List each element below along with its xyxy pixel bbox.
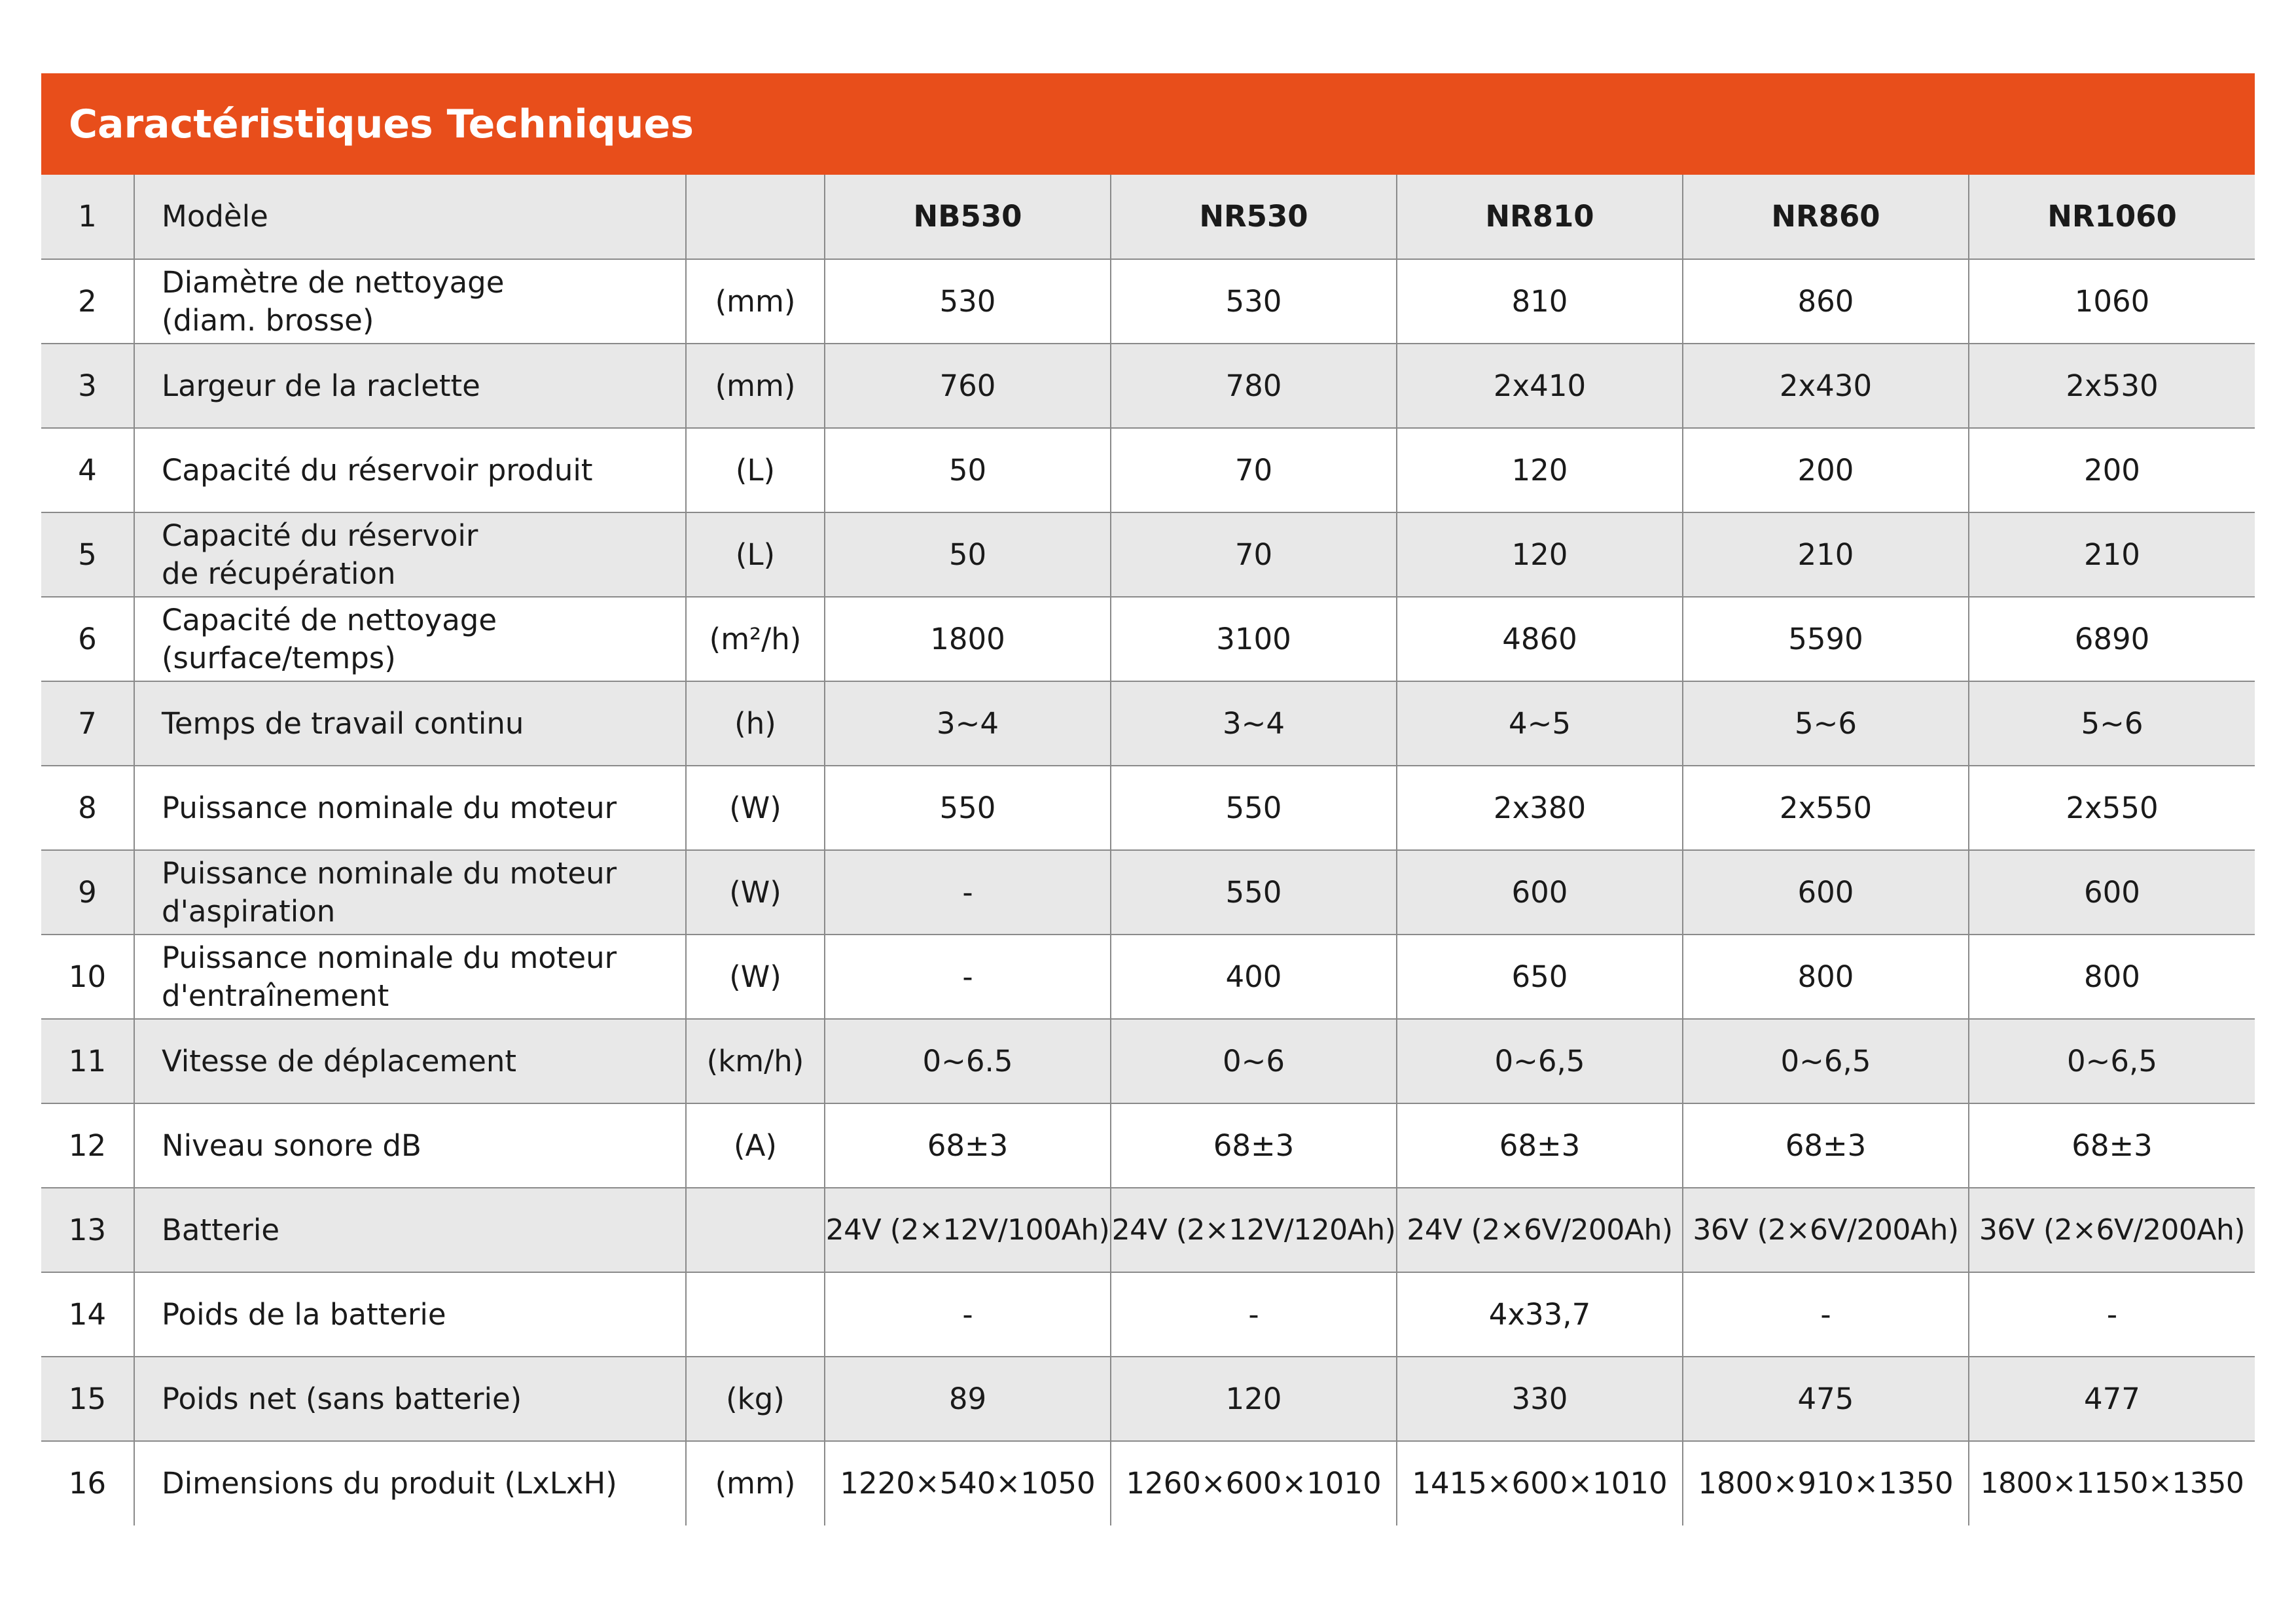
table-row bbox=[41, 1357, 2255, 1441]
spec-sheet bbox=[41, 73, 2255, 1525]
spec-value: 650 bbox=[1397, 935, 1683, 1019]
spec-value: - bbox=[825, 850, 1111, 935]
table-row bbox=[41, 344, 2255, 428]
table-row bbox=[41, 850, 2255, 935]
row-label bbox=[134, 597, 686, 681]
row-number: 8 bbox=[41, 766, 134, 850]
spec-value: 400 bbox=[1111, 935, 1397, 1019]
spec-value: 210 bbox=[1683, 512, 1969, 597]
row-number: 2 bbox=[41, 259, 134, 344]
row-label bbox=[134, 1103, 686, 1188]
row-number: 15 bbox=[41, 1357, 134, 1441]
row-unit: (m²/h) bbox=[686, 597, 825, 681]
table-row bbox=[41, 428, 2255, 512]
row-label-line: Batterie bbox=[162, 1212, 280, 1247]
spec-value: - bbox=[1969, 1272, 2255, 1357]
spec-value: 1800 bbox=[825, 597, 1111, 681]
spec-value: 70 bbox=[1111, 428, 1397, 512]
row-number: 6 bbox=[41, 597, 134, 681]
row-label bbox=[134, 1272, 686, 1357]
spec-value: 2x530 bbox=[1969, 344, 2255, 428]
spec-value: 477 bbox=[1969, 1357, 2255, 1441]
spec-value: 24V (2×12V/100Ah) bbox=[825, 1188, 1111, 1272]
table-row bbox=[41, 1441, 2255, 1525]
spec-value: 50 bbox=[825, 428, 1111, 512]
spec-value: 760 bbox=[825, 344, 1111, 428]
spec-value: 120 bbox=[1111, 1357, 1397, 1441]
row-label-line: Niveau sonore dB bbox=[162, 1128, 422, 1163]
spec-value: 0~6.5 bbox=[825, 1019, 1111, 1103]
table-row bbox=[41, 597, 2255, 681]
row-unit: (L) bbox=[686, 512, 825, 597]
title-bar bbox=[41, 73, 2255, 175]
row-label bbox=[134, 1019, 686, 1103]
spec-value: 1800×1150×1350 bbox=[1969, 1441, 2255, 1525]
row-label-line: Vitesse de déplacement bbox=[162, 1043, 517, 1079]
row-number: 3 bbox=[41, 344, 134, 428]
row-number: 11 bbox=[41, 1019, 134, 1103]
spec-value: 3~4 bbox=[825, 681, 1111, 766]
spec-value: 2x380 bbox=[1397, 766, 1683, 850]
spec-value: 36V (2×6V/200Ah) bbox=[1969, 1188, 2255, 1272]
row-unit: (km/h) bbox=[686, 1019, 825, 1103]
table-row bbox=[41, 935, 2255, 1019]
table-row bbox=[41, 1103, 2255, 1188]
spec-value: 1415×600×1010 bbox=[1397, 1441, 1683, 1525]
row-number: 1 bbox=[41, 175, 134, 259]
spec-value: 530 bbox=[825, 259, 1111, 344]
row-label-line: (diam. brosse) bbox=[162, 302, 374, 338]
row-label-line: d'entraînement bbox=[162, 978, 389, 1013]
row-unit: (W) bbox=[686, 850, 825, 935]
row-number: 13 bbox=[41, 1188, 134, 1272]
row-unit bbox=[686, 175, 825, 259]
row-unit bbox=[686, 1188, 825, 1272]
row-number: 16 bbox=[41, 1441, 134, 1525]
row-unit: (L) bbox=[686, 428, 825, 512]
spec-value: - bbox=[825, 935, 1111, 1019]
row-label bbox=[134, 428, 686, 512]
spec-value: 3~4 bbox=[1111, 681, 1397, 766]
row-number: 9 bbox=[41, 850, 134, 935]
spec-value: 550 bbox=[1111, 766, 1397, 850]
spec-value: 330 bbox=[1397, 1357, 1683, 1441]
row-label bbox=[134, 766, 686, 850]
spec-value: 600 bbox=[1969, 850, 2255, 935]
spec-value: 550 bbox=[1111, 850, 1397, 935]
row-unit: (W) bbox=[686, 935, 825, 1019]
row-number: 10 bbox=[41, 935, 134, 1019]
row-label bbox=[134, 1441, 686, 1525]
row-number: 14 bbox=[41, 1272, 134, 1357]
spec-value: 600 bbox=[1397, 850, 1683, 935]
spec-value: 1800×910×1350 bbox=[1683, 1441, 1969, 1525]
spec-value: 120 bbox=[1397, 428, 1683, 512]
model-name: NB530 bbox=[825, 175, 1111, 259]
spec-value: 2x550 bbox=[1969, 766, 2255, 850]
spec-value: 860 bbox=[1683, 259, 1969, 344]
spec-value: 200 bbox=[1969, 428, 2255, 512]
row-unit: (mm) bbox=[686, 344, 825, 428]
row-label bbox=[134, 1357, 686, 1441]
spec-value: 36V (2×6V/200Ah) bbox=[1683, 1188, 1969, 1272]
model-name: NR530 bbox=[1111, 175, 1397, 259]
row-label: Modèle bbox=[134, 175, 686, 259]
spec-value: 200 bbox=[1683, 428, 1969, 512]
table-row bbox=[41, 1019, 2255, 1103]
row-label-line: Dimensions du produit (LxLxH) bbox=[162, 1466, 617, 1501]
table-row bbox=[41, 259, 2255, 344]
table-row bbox=[41, 766, 2255, 850]
spec-value: 780 bbox=[1111, 344, 1397, 428]
row-label-line: Capacité du réservoir bbox=[162, 518, 478, 553]
row-label-line: Poids net (sans batterie) bbox=[162, 1381, 522, 1416]
spec-value: 50 bbox=[825, 512, 1111, 597]
spec-value: 68±3 bbox=[825, 1103, 1111, 1188]
spec-value: 530 bbox=[1111, 259, 1397, 344]
spec-value: 4~5 bbox=[1397, 681, 1683, 766]
row-label bbox=[134, 344, 686, 428]
spec-value: 810 bbox=[1397, 259, 1683, 344]
spec-value: - bbox=[1683, 1272, 1969, 1357]
row-label bbox=[134, 1188, 686, 1272]
table-row bbox=[41, 1188, 2255, 1272]
row-label-line: Largeur de la raclette bbox=[162, 368, 480, 403]
table-row bbox=[41, 681, 2255, 766]
spec-value: 24V (2×6V/200Ah) bbox=[1397, 1188, 1683, 1272]
row-number: 7 bbox=[41, 681, 134, 766]
spec-value: 2x550 bbox=[1683, 766, 1969, 850]
spec-value: 68±3 bbox=[1969, 1103, 2255, 1188]
spec-value: 0~6 bbox=[1111, 1019, 1397, 1103]
row-label bbox=[134, 681, 686, 766]
row-label-line: de récupération bbox=[162, 556, 396, 591]
specs-table bbox=[41, 175, 2255, 1525]
row-number: 4 bbox=[41, 428, 134, 512]
spec-value: 2x430 bbox=[1683, 344, 1969, 428]
spec-value: 3100 bbox=[1111, 597, 1397, 681]
table-row bbox=[41, 1272, 2255, 1357]
row-unit: (mm) bbox=[686, 1441, 825, 1525]
row-unit: (h) bbox=[686, 681, 825, 766]
spec-value: 4860 bbox=[1397, 597, 1683, 681]
row-label-line: (surface/temps) bbox=[162, 640, 396, 675]
row-unit: (kg) bbox=[686, 1357, 825, 1441]
table-header-row bbox=[41, 175, 2255, 259]
spec-value: 68±3 bbox=[1397, 1103, 1683, 1188]
row-label-line: d'aspiration bbox=[162, 893, 336, 929]
spec-value: 600 bbox=[1683, 850, 1969, 935]
row-label bbox=[134, 935, 686, 1019]
spec-value: 5~6 bbox=[1683, 681, 1969, 766]
spec-value: 120 bbox=[1397, 512, 1683, 597]
spec-value: 800 bbox=[1683, 935, 1969, 1019]
spec-value: 1260×600×1010 bbox=[1111, 1441, 1397, 1525]
row-label bbox=[134, 850, 686, 935]
row-label-line: Temps de travail continu bbox=[162, 705, 524, 741]
spec-value: 800 bbox=[1969, 935, 2255, 1019]
row-label-line: Puissance nominale du moteur bbox=[162, 940, 617, 975]
spec-value: 1060 bbox=[1969, 259, 2255, 344]
row-unit: (mm) bbox=[686, 259, 825, 344]
spec-value: 550 bbox=[825, 766, 1111, 850]
row-unit: (W) bbox=[686, 766, 825, 850]
spec-value: 210 bbox=[1969, 512, 2255, 597]
spec-value: 1220×540×1050 bbox=[825, 1441, 1111, 1525]
spec-value: 6890 bbox=[1969, 597, 2255, 681]
spec-value: - bbox=[825, 1272, 1111, 1357]
spec-value: 475 bbox=[1683, 1357, 1969, 1441]
model-name: NR1060 bbox=[1969, 175, 2255, 259]
model-name: NR810 bbox=[1397, 175, 1683, 259]
row-label bbox=[134, 512, 686, 597]
row-label bbox=[134, 259, 686, 344]
spec-value: - bbox=[1111, 1272, 1397, 1357]
spec-value: 4x33,7 bbox=[1397, 1272, 1683, 1357]
row-number: 5 bbox=[41, 512, 134, 597]
row-label-line: Capacité de nettoyage bbox=[162, 602, 497, 637]
spec-value: 0~6,5 bbox=[1397, 1019, 1683, 1103]
spec-value: 89 bbox=[825, 1357, 1111, 1441]
row-label-line: Capacité du réservoir produit bbox=[162, 452, 593, 488]
row-number: 12 bbox=[41, 1103, 134, 1188]
spec-value: 24V (2×12V/120Ah) bbox=[1111, 1188, 1397, 1272]
page-title: Caractéristiques Techniques bbox=[69, 101, 694, 147]
table-row bbox=[41, 512, 2255, 597]
spec-value: 68±3 bbox=[1683, 1103, 1969, 1188]
row-unit: (A) bbox=[686, 1103, 825, 1188]
spec-value: 70 bbox=[1111, 512, 1397, 597]
row-label-line: Puissance nominale du moteur bbox=[162, 790, 617, 825]
spec-value: 2x410 bbox=[1397, 344, 1683, 428]
row-unit bbox=[686, 1272, 825, 1357]
spec-value: 5~6 bbox=[1969, 681, 2255, 766]
model-name: NR860 bbox=[1683, 175, 1969, 259]
spec-value: 0~6,5 bbox=[1683, 1019, 1969, 1103]
row-label-line: Diamètre de nettoyage bbox=[162, 264, 505, 300]
spec-value: 0~6,5 bbox=[1969, 1019, 2255, 1103]
row-label-line: Poids de la batterie bbox=[162, 1296, 446, 1332]
spec-value: 68±3 bbox=[1111, 1103, 1397, 1188]
row-label-line: Puissance nominale du moteur bbox=[162, 855, 617, 891]
specs-table-body bbox=[41, 175, 2255, 1525]
spec-value: 5590 bbox=[1683, 597, 1969, 681]
